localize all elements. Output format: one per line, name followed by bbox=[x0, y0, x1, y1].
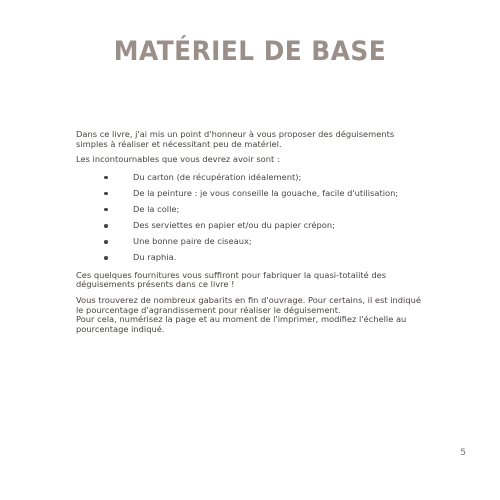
bullet-icon bbox=[104, 192, 108, 196]
list-intro: Les incontournables que vous devrez avoir sont : bbox=[76, 154, 280, 165]
list-item bbox=[76, 253, 428, 263]
body-text bbox=[76, 130, 428, 334]
list-item bbox=[76, 205, 428, 215]
list-item-text: Du carton (de récupération idéalement); bbox=[133, 171, 302, 182]
list-item-text: De la peinture : je vous conseille la gouache, facile d'utilisation; bbox=[133, 187, 399, 198]
list-item-text: Des serviettes en papier et/ou du papier crépon; bbox=[133, 220, 335, 231]
bullet-icon bbox=[104, 240, 108, 244]
list-item-text: De la colle; bbox=[133, 203, 180, 214]
bullet-icon bbox=[104, 208, 108, 212]
materials-list bbox=[76, 173, 428, 263]
list-item bbox=[76, 221, 428, 231]
bullet-icon bbox=[104, 256, 108, 260]
bullet-icon bbox=[104, 176, 108, 180]
list-item-text: Du raphia. bbox=[133, 252, 177, 263]
list-item bbox=[76, 237, 428, 247]
summary-paragraph: Ces quelques fournitures vous suffiront pour fabriquer la quasi-totalité des déguisements présents dans ce livre ! bbox=[76, 269, 387, 290]
gabarits-instructions: Pour cela, numérisez la page et au moment de l'imprimer, modifiez l'échelle au pourcentage indiqué. bbox=[76, 314, 407, 334]
list-item-text: Une bonne paire de ciseaux; bbox=[133, 236, 252, 247]
bullet-icon bbox=[104, 224, 108, 228]
page-number: 5 bbox=[460, 448, 466, 458]
list-item bbox=[76, 173, 428, 183]
intro-paragraph: Dans ce livre, j'ai mis un point d'honneur à vous proposer des déguisements simples à réaliser et nécessitant peu de matériel. bbox=[76, 129, 395, 149]
list-item bbox=[76, 189, 428, 199]
page-title: MATÉRIEL DE BASE bbox=[113, 36, 387, 67]
gabarits-paragraph: Vous trouverez de nombreux gabarits en fin d'ouvrage. Pour certains, il est indiqué le pourcentage d'agrandissement pour réaliser le déguisement. bbox=[76, 295, 421, 315]
